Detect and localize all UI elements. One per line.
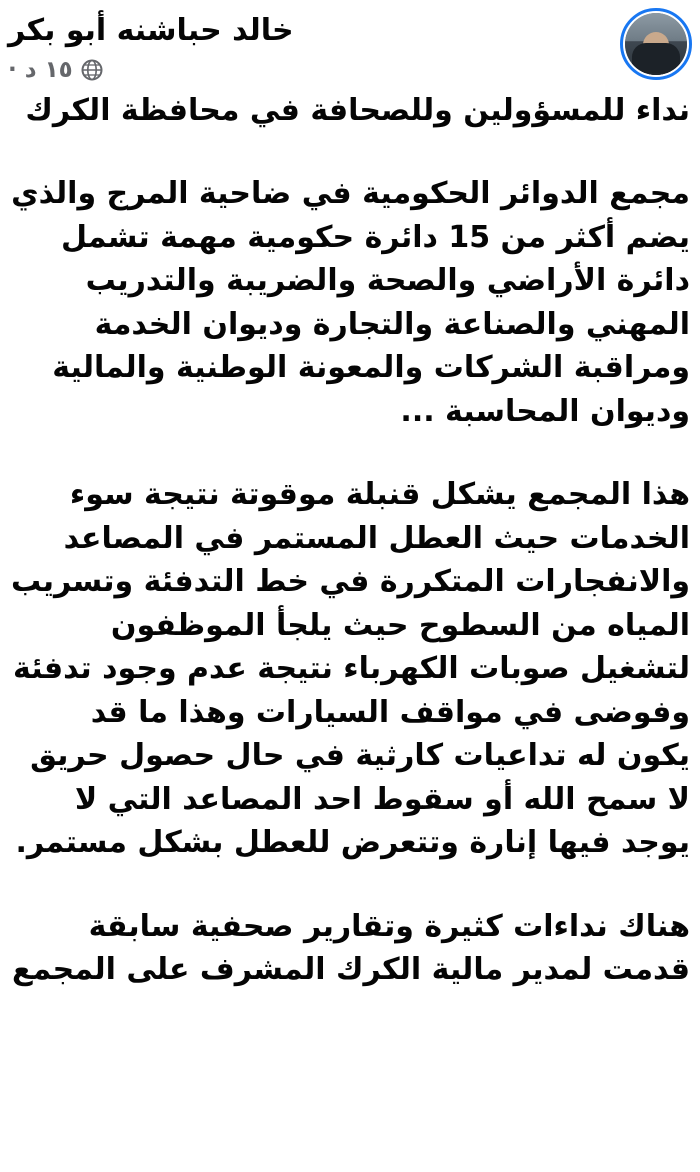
avatar[interactable] (620, 8, 692, 80)
post-header (0, 0, 700, 83)
post-timestamp[interactable]: ١٥ د · (8, 56, 73, 83)
globe-icon (80, 58, 104, 82)
post-paragraph: هذا المجمع يشكل قنبلة موقوتة نتيجة سوء الخدمات حيث العطل المستمر في المصاعد والانفجارات المتكررة في خط التدفئة وتسريب المياه من السطوح حيث يلجأ الموظفون لتشغيل صوبات الكهرباء نتيجة عدم وجود تدفئة وفوضى في مواقف السيارات وهذا ما قد يكون له تداعيات كارثية في حال حصول حريق لا سمح الله أو سقوط احد المصاعد التي لا يوجد فيها إنارة وتتعرض للعطل بشكل مستمر. (0, 477, 690, 860)
avatar-image (625, 13, 687, 75)
post-meta (8, 57, 104, 83)
post-body (0, 83, 700, 992)
post-paragraph: هناك نداءات كثيرة وتقارير صحفية سابقة (88, 908, 690, 944)
author-name[interactable]: خالد حباشنه أبو بكر (8, 13, 294, 48)
post-header-text (8, 8, 608, 83)
post-paragraph-clipped: قدمت لمدير مالية الكرك المشرف على المجمع (12, 952, 690, 987)
post-paragraph: مجمع الدوائر الحكومية في ضاحية المرج والذي يضم أكثر من 15 دائرة حكومية مهمة تشمل دائرة الأراضي والصحة والضريبة والتدريب المهني والصناعة والتجارة وديوان الخدمة ومراقبة الشركات والمعونة الوطنية والمالية وديوان المحاسبة ... (0, 176, 690, 429)
post-paragraph: نداء للمسؤولين وللصحافة في محافظة الكرك (25, 92, 690, 128)
avatar-body (632, 43, 680, 73)
